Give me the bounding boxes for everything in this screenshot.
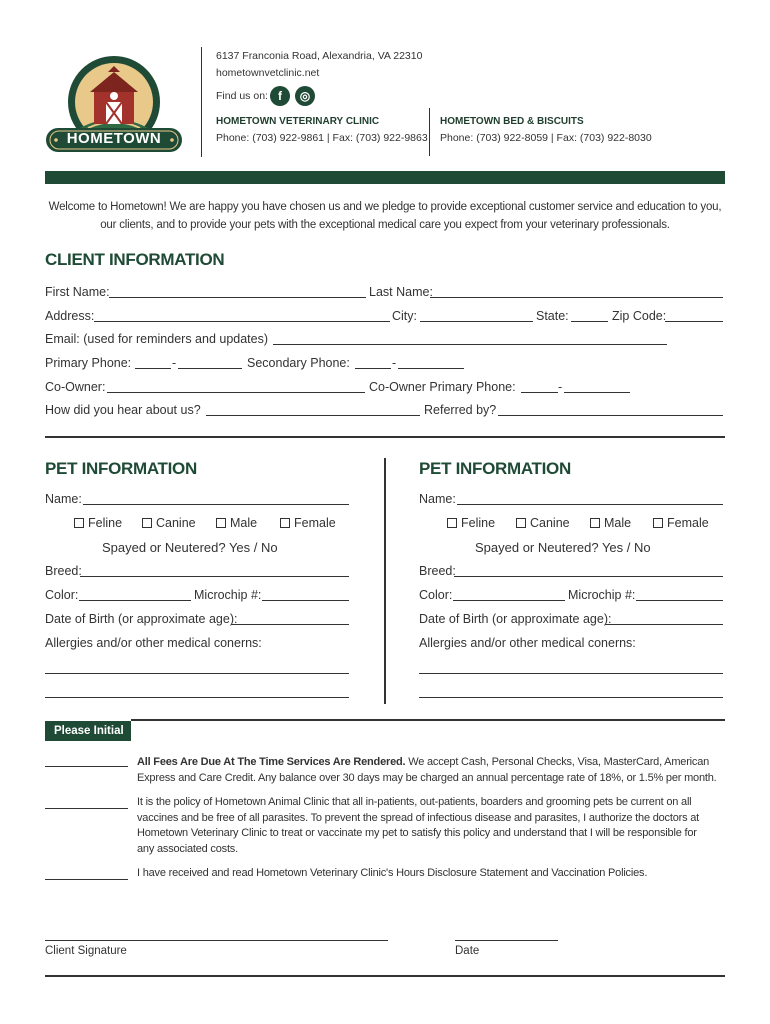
state-label: State: <box>536 309 569 323</box>
city-field[interactable] <box>420 321 533 322</box>
pet1-name-field[interactable] <box>83 504 349 505</box>
zip-label: Zip Code: <box>612 309 667 323</box>
pet-info-heading-1: PET INFORMATION <box>45 459 197 478</box>
vet-clinic-name: HOMETOWN VETERINARY CLINIC <box>216 116 380 127</box>
last-name-field[interactable] <box>430 297 723 298</box>
primary-phone-dash: - <box>172 356 177 370</box>
secondary-phone-dash: - <box>392 356 397 370</box>
pet1-color-label: Color: <box>45 588 79 602</box>
pet2-female-option[interactable]: Female <box>653 516 709 530</box>
pet1-dob-label: Date of Birth (or approximate age): <box>45 612 238 626</box>
pet2-male-option[interactable]: Male <box>590 516 631 530</box>
email-label: Email: (used for reminders and updates) <box>45 332 269 346</box>
first-name-label: First Name: <box>45 285 110 299</box>
initial-field-fees[interactable] <box>45 766 128 767</box>
co-owner-phone-dash: - <box>558 380 563 394</box>
pet1-male-checkbox[interactable] <box>216 518 226 528</box>
pet1-color-field[interactable] <box>79 600 191 601</box>
fees-policy-line-2: Express and Care Credit. Any balance over 30 days may be charged an annual percentage rate of 18%, or 1.5% per month. <box>137 772 717 784</box>
please-initial-tag: Please Initial <box>45 721 131 741</box>
pet2-canine-option[interactable]: Canine <box>516 516 570 530</box>
address-field[interactable] <box>94 321 390 322</box>
vet-clinic-phone: Phone: (703) 922-9861 | Fax: (703) 922-9863 <box>216 132 428 144</box>
disclosure-acknowledgement: I have received and read Hometown Veterinary Clinic's Hours Disclosure Statement and Vaccination Policies. <box>137 867 648 879</box>
co-owner-field[interactable] <box>107 392 365 393</box>
first-name-field[interactable] <box>109 297 366 298</box>
state-field[interactable] <box>571 321 608 322</box>
welcome-line-2: our clients, and to provide your pets with the exceptional medical care you expect from your veterinary professionals. <box>100 219 670 231</box>
pet1-name-label: Name: <box>45 492 82 506</box>
zip-field[interactable] <box>665 321 723 322</box>
pet1-breed-field[interactable] <box>80 576 349 577</box>
instagram-icon[interactable]: ◎ <box>295 86 315 106</box>
pet1-allergies-label: Allergies and/or other medical conerns: <box>45 636 262 650</box>
date-field[interactable] <box>455 940 558 941</box>
primary-phone-label: Primary Phone: <box>45 356 132 370</box>
pet1-female-option[interactable]: Female <box>280 516 336 530</box>
pet1-feline-checkbox[interactable] <box>74 518 84 528</box>
pet2-allergies-label: Allergies and/or other medical conerns: <box>419 636 636 650</box>
find-us-label: Find us on: <box>216 90 268 102</box>
primary-phone-number-field[interactable] <box>178 368 242 369</box>
initial-field-vaccines[interactable] <box>45 808 128 809</box>
address-label: Address: <box>45 309 95 323</box>
secondary-phone-area-field[interactable] <box>355 368 391 369</box>
pet2-breed-label: Breed: <box>419 564 456 578</box>
pet2-spayed-question[interactable]: Spayed or Neutered? Yes / No <box>475 540 651 555</box>
pet2-dob-label: Date of Birth (or approximate age): <box>419 612 612 626</box>
pet2-female-checkbox[interactable] <box>653 518 663 528</box>
co-owner-label: Co-Owner: <box>45 380 106 394</box>
pet-column-divider <box>384 458 386 704</box>
pet2-breed-field[interactable] <box>454 576 723 577</box>
clinic-address: 6137 Franconia Road, Alexandria, VA 22310 <box>216 50 423 62</box>
pet1-feline-option[interactable]: Feline <box>74 516 122 530</box>
hear-about-field[interactable] <box>206 415 420 416</box>
pet2-male-checkbox[interactable] <box>590 518 600 528</box>
facebook-icon[interactable]: f <box>270 86 290 106</box>
logo-wordmark: HOMETOWN <box>66 130 162 147</box>
hometown-logo <box>44 50 184 165</box>
city-label: City: <box>392 309 417 323</box>
vaccine-policy-line-3: Hometown Veterinary Clinic to treat or vaccinate my pet to satisfy this policy and understand that I will be responsible for <box>137 827 697 839</box>
pet1-microchip-field[interactable] <box>262 600 349 601</box>
referred-by-label: Referred by? <box>424 403 497 417</box>
pet2-dob-field[interactable] <box>605 624 723 625</box>
pet1-female-checkbox[interactable] <box>280 518 290 528</box>
pet1-dob-field[interactable] <box>231 624 349 625</box>
pet2-microchip-field[interactable] <box>636 600 723 601</box>
pet2-color-label: Color: <box>419 588 453 602</box>
pet2-feline-option[interactable]: Feline <box>447 516 495 530</box>
secondary-phone-number-field[interactable] <box>398 368 464 369</box>
pet2-name-field[interactable] <box>457 504 723 505</box>
co-owner-phone-area-field[interactable] <box>521 392 558 393</box>
vaccine-policy-line-2: vaccines and be free of all parasites. To prevent the spread of infectious disease and parasites, I authorize the doctors at <box>137 812 700 824</box>
pet1-male-option[interactable]: Male <box>216 516 257 530</box>
pet2-allergies-field-2[interactable] <box>419 697 723 698</box>
last-name-label: Last Name: <box>369 285 433 299</box>
pet1-allergies-field-2[interactable] <box>45 697 349 698</box>
footer-rule <box>45 975 725 977</box>
pet2-feline-checkbox[interactable] <box>447 518 457 528</box>
primary-phone-area-field[interactable] <box>135 368 171 369</box>
hear-about-label: How did you hear about us? <box>45 403 201 417</box>
referred-by-field[interactable] <box>498 415 723 416</box>
client-signature-label: Client Signature <box>45 945 127 957</box>
pet2-canine-checkbox[interactable] <box>516 518 526 528</box>
pet2-color-field[interactable] <box>453 600 565 601</box>
pet1-allergies-field-1[interactable] <box>45 673 349 674</box>
vaccine-policy-line-4: any associated costs. <box>137 843 238 855</box>
co-owner-phone-label: Co-Owner Primary Phone: <box>369 380 516 394</box>
secondary-phone-label: Secondary Phone: <box>247 356 350 370</box>
pet1-canine-option[interactable]: Canine <box>142 516 196 530</box>
co-owner-phone-number-field[interactable] <box>564 392 630 393</box>
header-divider-2 <box>429 108 430 156</box>
date-label: Date <box>455 945 480 957</box>
pet-info-heading-2: PET INFORMATION <box>419 459 571 478</box>
pet2-allergies-field-1[interactable] <box>419 673 723 674</box>
pet1-spayed-question[interactable]: Spayed or Neutered? Yes / No <box>102 540 278 555</box>
fees-policy-line-1: All Fees Are Due At The Time Services Are Rendered. We accept Cash, Personal Checks, Visa, MasterCard, American <box>137 756 710 768</box>
pet1-microchip-label: Microchip #: <box>194 588 262 602</box>
initial-section-rule <box>131 719 725 721</box>
client-info-heading: CLIENT INFORMATION <box>45 250 225 269</box>
bed-biscuits-name: HOMETOWN BED & BISCUITS <box>440 116 584 127</box>
email-field[interactable] <box>273 344 667 345</box>
pet2-microchip-label: Microchip #: <box>568 588 636 602</box>
pet2-name-label: Name: <box>419 492 456 506</box>
clinic-website[interactable]: hometownvetclinic.net <box>216 67 320 79</box>
header-divider <box>201 47 202 157</box>
header-band <box>45 171 725 184</box>
section-divider <box>45 436 725 438</box>
vaccine-policy-line-1: It is the policy of Hometown Animal Clinic that all in-patients, out-patients, boarders and grooming pets be current on all <box>137 796 692 808</box>
welcome-line-1: Welcome to Hometown! We are happy you have chosen us and we pledge to provide exceptional customer service and education to you, <box>48 201 722 213</box>
client-signature-field[interactable] <box>45 940 388 941</box>
pet1-canine-checkbox[interactable] <box>142 518 152 528</box>
pet1-breed-label: Breed: <box>45 564 82 578</box>
bed-biscuits-phone: Phone: (703) 922-8059 | Fax: (703) 922-8030 <box>440 132 652 144</box>
initial-field-disclosure[interactable] <box>45 879 128 880</box>
